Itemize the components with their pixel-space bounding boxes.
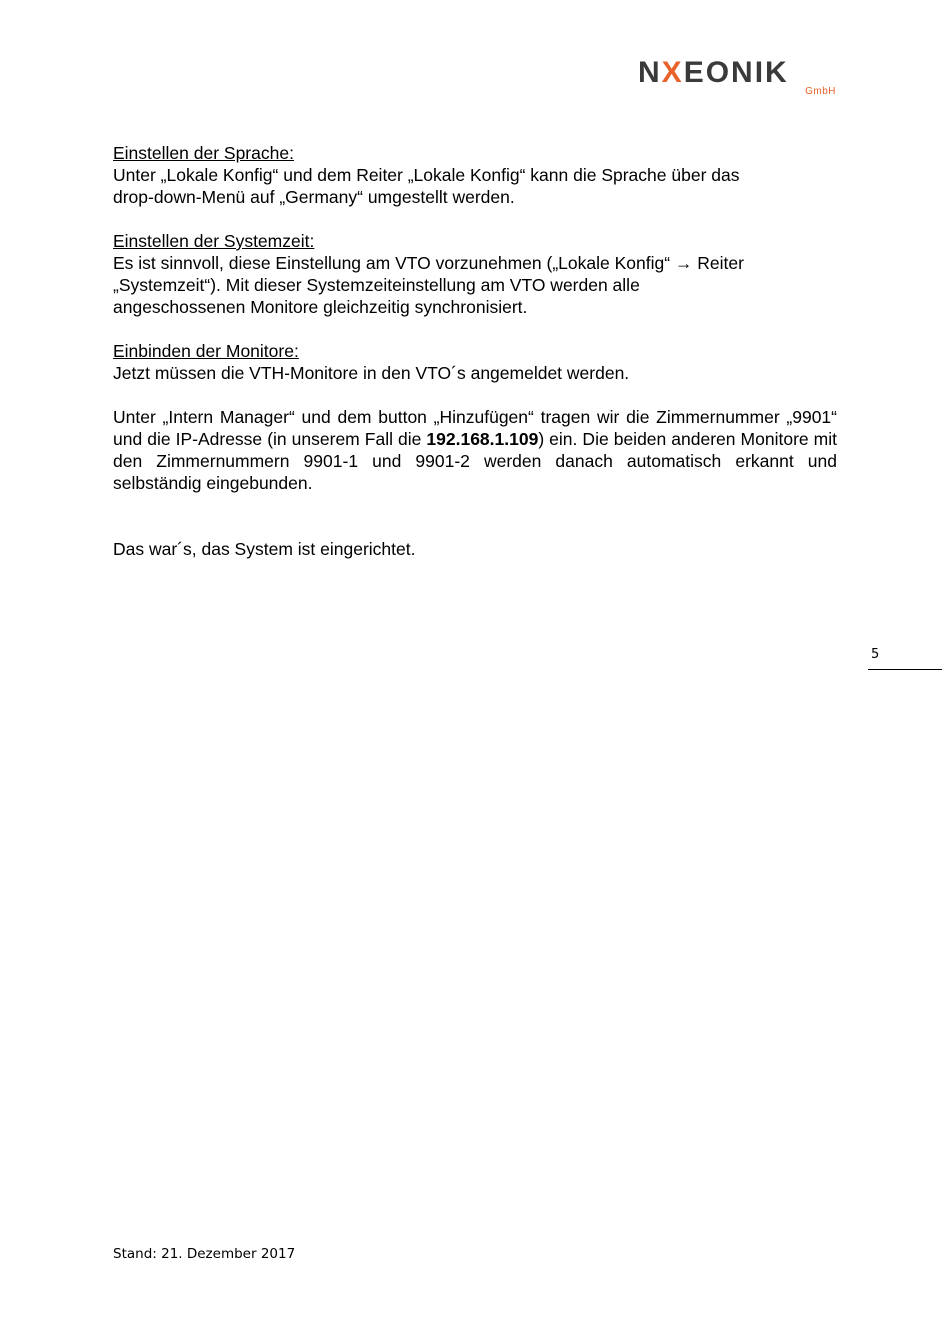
section-sprache bbox=[113, 142, 837, 208]
logo-wordmark: NXEONIK bbox=[638, 56, 789, 89]
section-heading: Einbinden der Monitore: bbox=[113, 341, 299, 361]
document-body bbox=[113, 142, 837, 560]
section-heading: Einstellen der Sprache: bbox=[113, 143, 294, 163]
paragraph-intern-manager: Unter „Intern Manager“ und dem button „Hinzufügen“ tragen wir die Zimmernummer „9901“ und die IP-Adresse (in unserem Fall die 192.168.1.109) ein. Die beiden anderen Monitore mit den Zimmernummern 9901-1 und 9901-2 werden danach automatisch erkannt und selbständig eingebunden. bbox=[113, 407, 837, 493]
paragraph-line: Unter „Lokale Konfig“ und dem Reiter „Lokale Konfig“ kann die Sprache über das bbox=[113, 165, 740, 185]
section-systemzeit bbox=[113, 230, 837, 318]
page-number-rule bbox=[868, 669, 942, 670]
company-logo bbox=[638, 58, 838, 98]
paragraph-line: Es ist sinnvoll, diese Einstellung am VTO vorzunehmen („Lokale Konfig“ → Reiter bbox=[113, 253, 744, 273]
paragraph-line: Jetzt müssen die VTH-Monitore in den VTO´s angemeldet werden. bbox=[113, 363, 630, 383]
section-heading: Einstellen der Systemzeit: bbox=[113, 231, 315, 251]
section-intern-manager bbox=[113, 406, 837, 494]
page-number: 5 bbox=[871, 647, 880, 662]
footer-date: Stand: 21. Dezember 2017 bbox=[113, 1246, 296, 1262]
paragraph-line: angeschossenen Monitore gleichzeitig synchronisiert. bbox=[113, 297, 528, 317]
ip-address: 192.168.1.109 bbox=[426, 429, 539, 449]
logo-subtitle: GmbH bbox=[805, 86, 836, 97]
paragraph-line: „Systemzeit“). Mit dieser Systemzeiteinstellung am VTO werden alle bbox=[113, 275, 640, 295]
paragraph-line: drop-down-Menü auf „Germany“ umgestellt werden. bbox=[113, 187, 515, 207]
closing-sentence: Das war´s, das System ist eingerichtet. bbox=[113, 539, 416, 559]
section-monitore bbox=[113, 340, 837, 384]
